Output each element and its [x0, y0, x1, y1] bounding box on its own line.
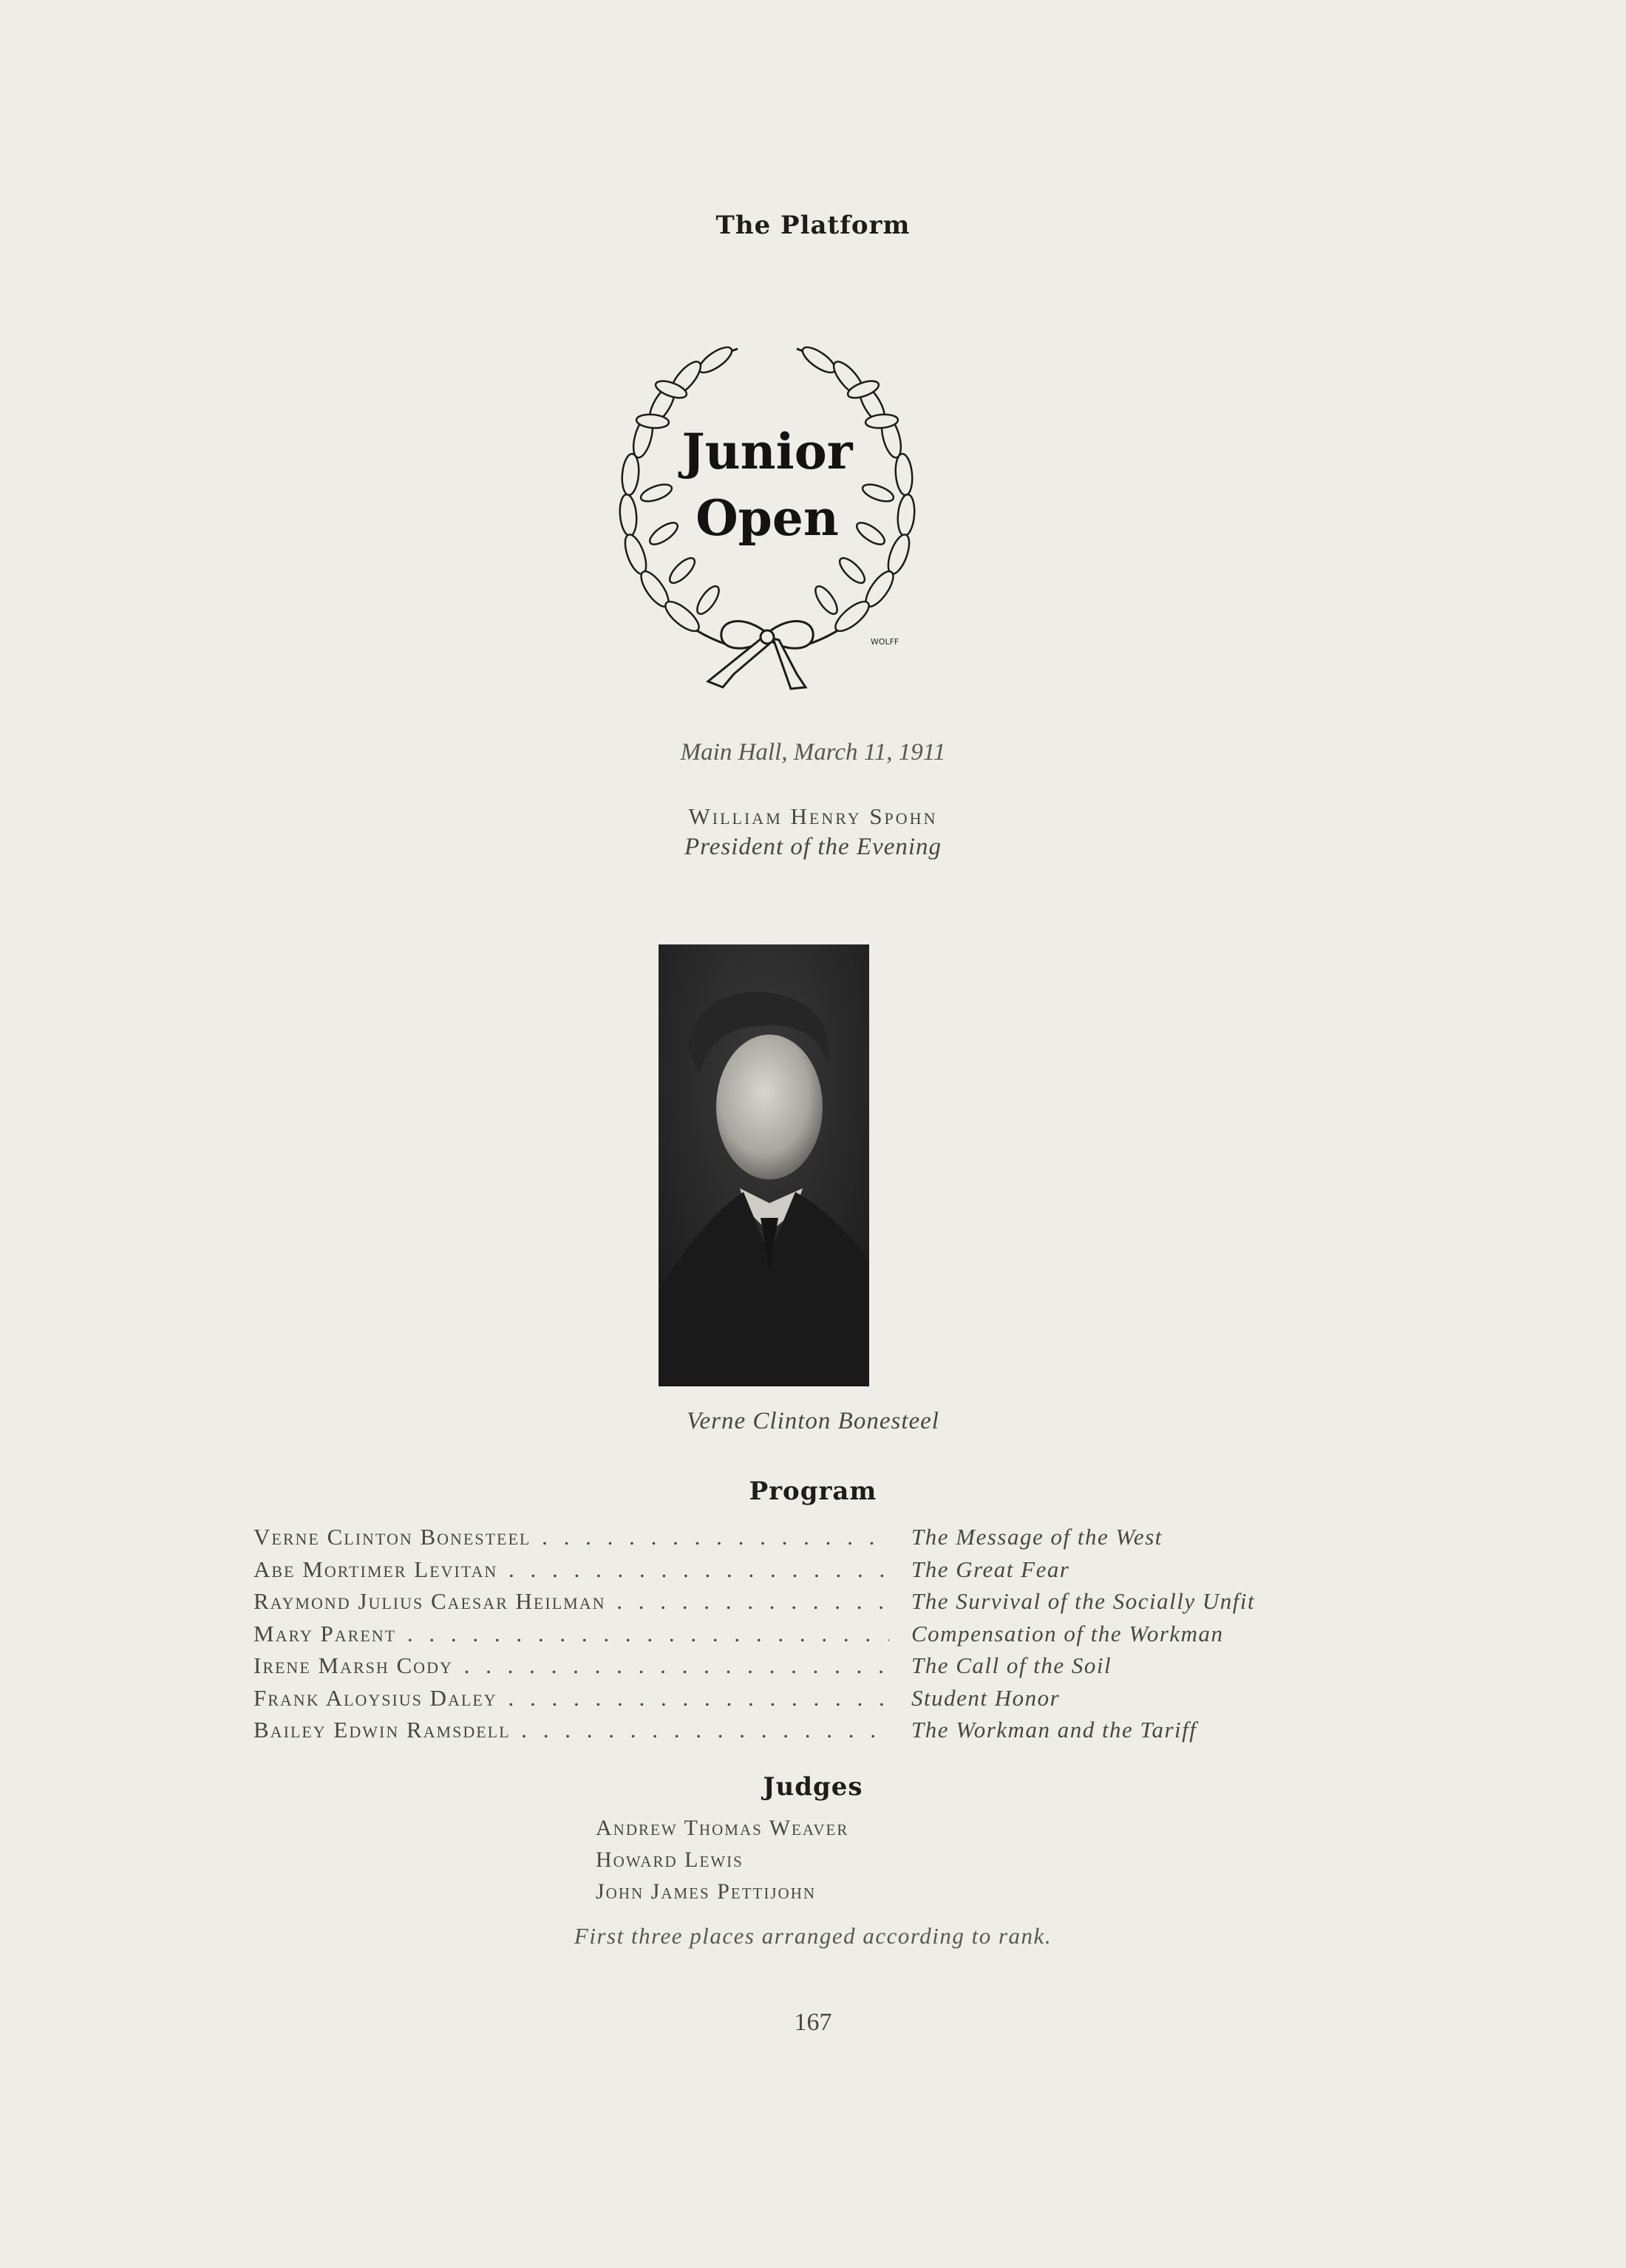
judge-name: John James Pettijohn [596, 1879, 817, 1904]
program-entry [254, 1521, 1362, 1553]
program-entry [254, 1618, 1362, 1650]
emblem-title-line1: Junior [681, 423, 853, 480]
oration-title: The Workman and the Tariff [911, 1717, 1197, 1743]
portrait-photo [659, 944, 869, 1386]
president-name: William Henry Spohn [688, 803, 938, 829]
speaker-name: Irene Marsh Cody . . . [254, 1649, 889, 1682]
program-entry [254, 1553, 1362, 1586]
program-heading: Program [749, 1477, 877, 1506]
portrait-caption: Verne Clinton Bonesteel [687, 1408, 939, 1434]
judges-list [596, 1812, 848, 1907]
speaker-name: Mary Parent . . . [254, 1618, 889, 1650]
judge-name: Howard Lewis [596, 1848, 744, 1872]
oration-title: The Survival of the Socially Unfit [911, 1588, 1256, 1614]
program-entry [254, 1649, 1362, 1682]
speaker-name: Verne Clinton Bonesteel . . . [254, 1521, 889, 1553]
event-venue-date: Main Hall, March 11, 1911 [680, 739, 946, 766]
oration-title: Compensation of the Workman [911, 1620, 1224, 1646]
judge-name: Andrew Thomas Weaver [596, 1816, 849, 1840]
ranking-note: First three places arranged according to rank. [574, 1923, 1052, 1949]
speaker-name: Abe Mortimer Levitan . . . [254, 1553, 889, 1586]
oration-title: The Call of the Soil [911, 1652, 1112, 1678]
speaker-name: Frank Aloysius Daley . . . [254, 1682, 889, 1714]
oration-title: The Great Fear [911, 1556, 1070, 1582]
oration-title: Student Honor [911, 1684, 1061, 1711]
speaker-name: Raymond Julius Caesar Heilman . . . [254, 1585, 889, 1618]
oration-title: The Message of the West [911, 1524, 1163, 1550]
program-list [254, 1521, 1362, 1746]
president-role: President of the Evening [684, 834, 942, 860]
program-entry [254, 1585, 1362, 1618]
program-entry [254, 1714, 1362, 1746]
judges-heading: Judges [763, 1772, 863, 1802]
page-number: 167 [794, 2009, 832, 2036]
program-entry [254, 1682, 1362, 1714]
artist-signature: WOLFF [871, 637, 899, 647]
running-header: The Platform [715, 211, 911, 240]
emblem-title-line2: Open [695, 489, 839, 547]
speaker-name: Bailey Edwin Ramsdell . . . [254, 1714, 889, 1746]
